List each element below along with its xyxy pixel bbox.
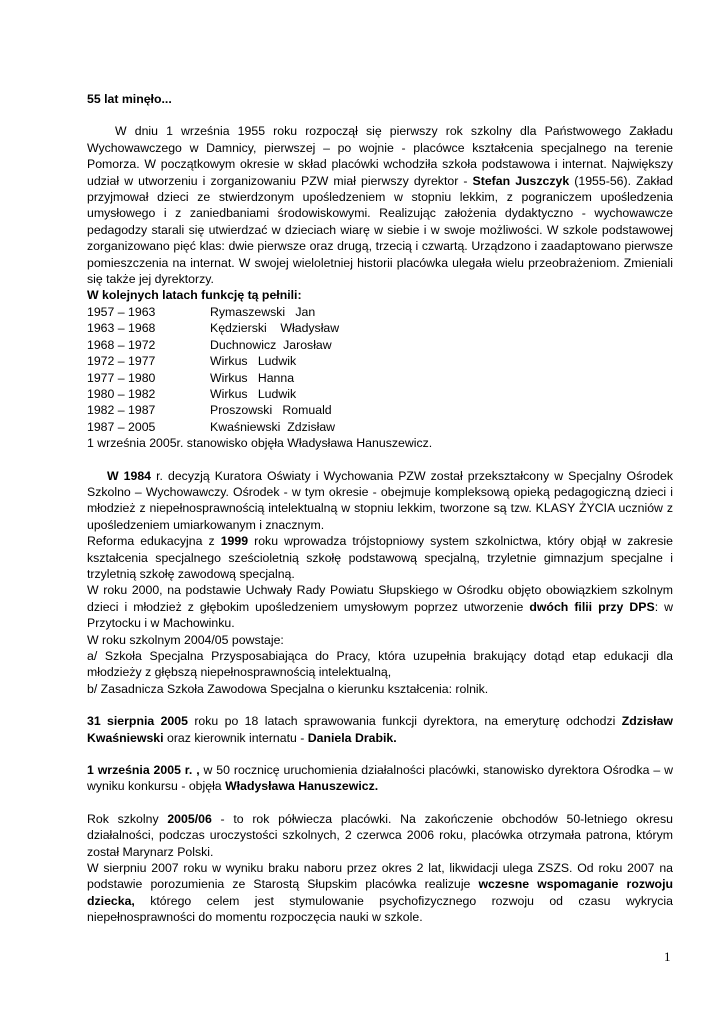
director-row: 1977 – 1980 Wirkus Hanna bbox=[87, 370, 295, 385]
document-title: 55 lat minęło... bbox=[87, 92, 172, 106]
first-director-name: Stefan Juszczyk bbox=[472, 173, 570, 188]
paragraph-reform-1999: Reforma edukacyjna z 1999 roku wprowadza trójstopniowy system szkolnictwa, który objął w zakresie kształcenia specjalnego sześcioletnią szkołę podstawową specjalną, trzyletnie gimnazjum specjalne i trzyletnią szkołę zawodową specjalną. bbox=[87, 534, 673, 581]
director-row: 1982 – 1987 Proszowski Romuald bbox=[87, 403, 332, 418]
paragraph-2005-new-director: 1 września 2005 r. , w 50 rocznicę uruchomienia działalności placówki, stanowisko dyrektora Ośrodka – w wyniku konkursu - objęła Władysława Hanuszewicz. bbox=[87, 763, 673, 794]
paragraph-2007: W sierpniu 2007 roku w wyniku braku naboru przez okres 2 lat, likwidacji ulega ZSZS. Od roku 2007 na podstawie porozumienia ze Starostą Słupskim placówka realizuje wczesne wspomaganie rozwoju dziecka, którego celem jest stymulowanie psychofizycznego rozwoju od czasu wykrycia niepełnosprawności do momentu rozpoczęcia nauki w szkole. bbox=[87, 861, 673, 925]
list-item-a: a/ Szkoła Specjalna Przysposabiająca do Pracy, która uzupełnia brakujący dotąd etap edukacji dla młodzieży z głębszą niepełnosprawnością intelektualną, bbox=[87, 649, 673, 680]
document-body bbox=[87, 91, 673, 926]
paragraph-2004: W roku szkolnym 2004/05 powstaje: bbox=[87, 632, 284, 647]
paragraph-2000: W roku 2000, na podstawie Uchwały Rady Powiatu Słupskiego w Ośrodku objęto obowiązkiem szkolnym dzieci i młodzież z głębokim upośledzeniem umysłowym poprzez utworzenie dwóch filii przy DPS: w Przytocku i w Machowinku. bbox=[87, 583, 674, 631]
directors-note: 1 września 2005r. stanowisko objęła Władysława Hanuszewicz. bbox=[87, 436, 433, 451]
directors-heading: W kolejnych latach funkcję tą pełnili: bbox=[87, 288, 302, 303]
paragraph-1984: W 1984 r. decyzją Kuratora Oświaty i Wychowania PZW został przekształcony w Specjalny Ośrodek Szkolno – Wychowawczy. Ośrodek - w tym okresie - obejmuje kompleksową opieką pedagogiczną dzieci i młodzież z niepełnosprawnością intelektualną w stopniu lekkim, tworzone są tzw. KLASY ŻYCIA uczniów z upośledzeniem umiarkowanym i znacznym. bbox=[87, 468, 673, 532]
paragraph-2005-06: Rok szkolny 2005/06 - to rok półwiecza placówki. Na zakończenie obchodów 50-letniego okresu działalności, podczas uroczystości szkolnych, 2 czerwca 2006 roku, placówka otrzymała patrona, którym został Marynarz Polski. bbox=[87, 811, 673, 859]
director-row: 1963 – 1968 Kędzierski Władysław bbox=[87, 321, 340, 336]
director-row: 1968 – 1972 Duchnowicz Jarosław bbox=[87, 337, 332, 352]
page-number: 1 bbox=[664, 949, 671, 964]
paragraph-history: W dniu 1 września 1955 roku rozpoczął się pierwszy rok szkolny dla Państwowego Zakładu Wychowawczego w Damnicy, pierwszej – po wojnie - placówce kształcenia specjalnego na terenie Pomorza. W początkowym okresie w skład placówki wchodziła szkoła podstawowa i internat. Największy udział w utworzeniu i zorganizowaniu PZW miał pierwszy dyrektor - Stefan Juszczyk (1955-56). Zakład przyjmował dzieci ze stwierdzonym upośledzeniem w stopniu lekkim, z pograniczem upośledzenia umysłowego i z zaniedbaniami środowiskowymi. Realizując założenia dydaktyczno - wychowawcze pedagodzy starali się utwierdzać w dzieciach wiarę w siebie i w swoje możliwości. W szkole podstawowej zorganizowano pięć klas: dwie pierwsze oraz drugą, trzecią i czwartą. Urządzono i zaadaptowano pierwsze pomieszczenia na internat. W swojej wieloletniej historii placówka ulegała wielu przeobrażeniom. Zmieniali się także jej dyrektorzy. bbox=[87, 124, 673, 287]
paragraph-2005-retirement: 31 sierpnia 2005 roku po 18 latach sprawowania funkcji dyrektora, na emeryturę odchodzi Zdzisław Kwaśniewski oraz kierownik internatu - Daniela Drabik. bbox=[87, 714, 673, 745]
director-row: 1972 – 1977 Wirkus Ludwik bbox=[87, 354, 297, 369]
director-row: 1980 – 1982 Wirkus Ludwik bbox=[87, 386, 297, 401]
list-item-b: b/ Zasadnicza Szkoła Zawodowa Specjalna o kierunku kształcenia: rolnik. bbox=[87, 681, 489, 696]
director-row: 1957 – 1963 Rymaszewski Jan bbox=[87, 304, 316, 319]
directors-list bbox=[87, 304, 673, 435]
director-row: 1987 – 2005 Kwaśniewski Zdzisław bbox=[87, 419, 336, 434]
